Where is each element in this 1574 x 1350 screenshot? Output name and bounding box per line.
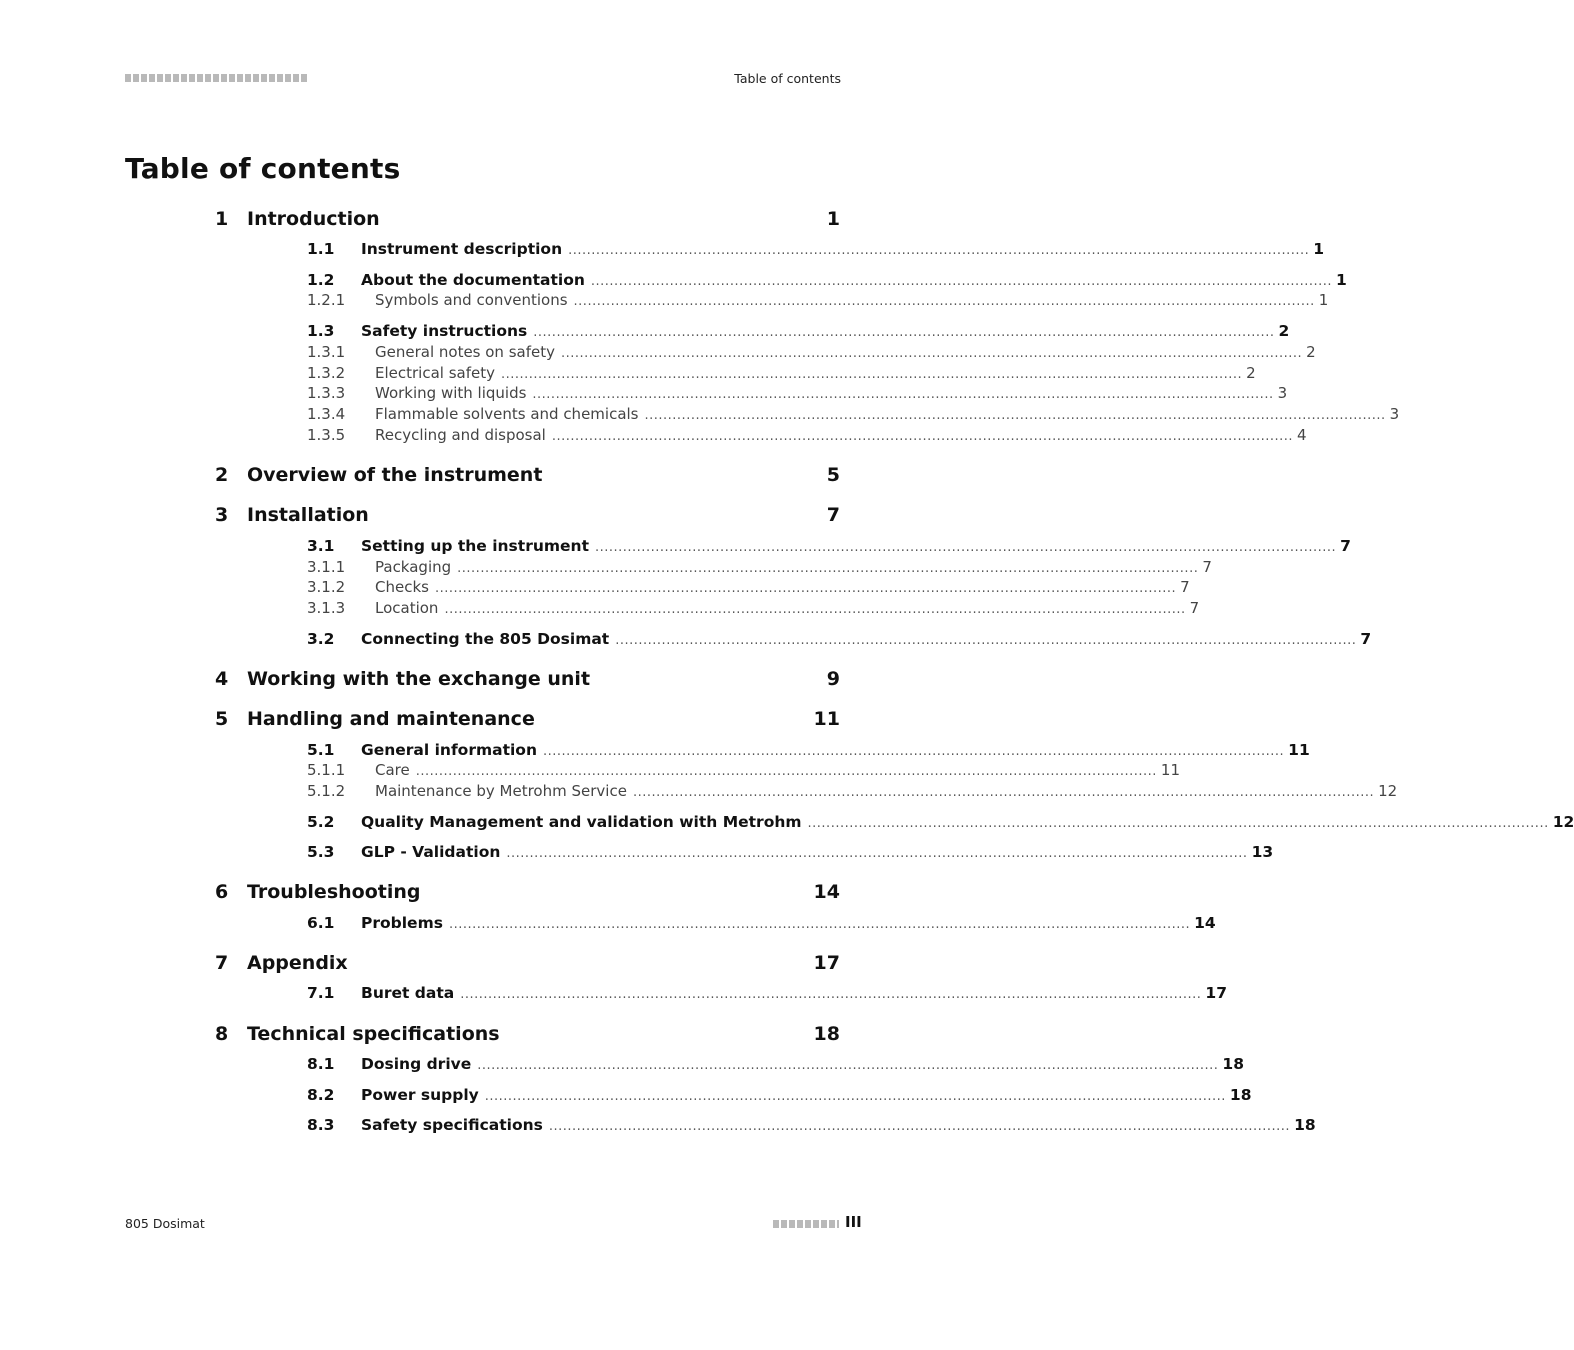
toc-number: 3.1.3 — [307, 599, 346, 617]
toc-title: Setting up the instrument — [361, 537, 589, 555]
toc-title: Symbols and conventions — [375, 291, 568, 309]
dot-leader: ................................................................................................................................................................ — [573, 294, 1315, 309]
running-header: Table of contents — [734, 71, 841, 86]
toc-section[interactable] — [0, 271, 1347, 291]
toc-entry-line — [361, 843, 1274, 861]
toc-number: 4 — [215, 668, 229, 690]
page-number: III — [845, 1213, 862, 1231]
toc-page: 2 — [1246, 364, 1256, 382]
toc-title: Installation — [247, 504, 369, 526]
toc-title: Electrical safety — [375, 364, 495, 382]
toc-subsection[interactable] — [0, 426, 1307, 446]
toc-entry-line — [375, 761, 1180, 779]
toc-entry-line — [361, 914, 1216, 932]
dot-leader: ................................................................................................................................................................ — [533, 325, 1275, 340]
toc-number: 8.2 — [307, 1086, 335, 1104]
toc-page: 1 — [826, 208, 840, 230]
toc-number: 2 — [215, 464, 229, 486]
toc-entry-line — [361, 741, 1310, 759]
toc-page: 18 — [1294, 1116, 1316, 1134]
toc-subsection[interactable] — [0, 599, 1200, 619]
toc-entry-line — [375, 384, 1288, 402]
toc-page: 7 — [1340, 537, 1351, 555]
dot-leader: ................................................................................................................................................................ — [444, 602, 1186, 617]
toc-page: 18 — [1222, 1055, 1244, 1073]
toc-number: 1.2.1 — [307, 291, 346, 309]
toc-title: Dosing drive — [361, 1055, 472, 1073]
toc-entry-line — [361, 271, 1347, 289]
toc-title: Quality Management and validation with Metrohm — [361, 813, 802, 831]
toc-number: 6 — [215, 881, 229, 903]
toc-section[interactable] — [0, 630, 1372, 650]
dot-leader: ................................................................................................................................................................ — [807, 816, 1549, 831]
toc-number: 7 — [215, 952, 229, 974]
toc-section[interactable] — [0, 1055, 1244, 1075]
toc-title: Troubleshooting — [247, 881, 421, 903]
dot-leader: ................................................................................................................................................................ — [434, 581, 1177, 596]
toc-title: General information — [361, 741, 537, 759]
toc-number: 1.3.3 — [307, 384, 346, 402]
dot-leader: ................................................................................................................................................................ — [460, 987, 1202, 1002]
toc-page: 2 — [1306, 343, 1316, 361]
dot-leader: ................................................................................................................................................................ — [543, 744, 1285, 759]
toc-section[interactable] — [0, 1116, 1316, 1136]
toc-section[interactable] — [0, 741, 1310, 761]
toc-entry-line — [375, 599, 1200, 617]
dot-leader: ................................................................................................................................................................ — [501, 367, 1243, 382]
toc-number: 7.1 — [307, 984, 335, 1002]
toc-entry-line — [375, 426, 1307, 444]
toc-entry-line — [375, 578, 1190, 596]
toc-entry-line — [361, 1116, 1316, 1134]
dot-leader: ................................................................................................................................................................ — [551, 429, 1294, 444]
toc-page: 9 — [826, 668, 840, 690]
toc-title: Working with liquids — [375, 384, 527, 402]
toc-entry-line — [375, 364, 1256, 382]
toc-title: Buret data — [361, 984, 455, 1002]
toc-entry-line — [361, 984, 1227, 1002]
toc-page: 3 — [1389, 405, 1400, 423]
toc-title: Care — [375, 761, 410, 779]
page-title: Table of contents — [125, 152, 401, 185]
toc-chapter[interactable] — [0, 668, 954, 694]
dot-leader: ................................................................................................................................................................ — [632, 785, 1375, 800]
toc-title: Location — [375, 599, 439, 617]
toc-page: 11 — [1288, 741, 1310, 759]
toc-title: About the documentation — [361, 271, 585, 289]
toc-entry-line — [375, 782, 1398, 800]
toc-number: 1.3.2 — [307, 364, 346, 382]
toc-page: 14 — [1194, 914, 1216, 932]
toc-chapter[interactable] — [0, 1023, 954, 1049]
toc-page: 7 — [1180, 578, 1190, 596]
toc-section[interactable] — [0, 537, 1351, 557]
toc-number: 8.3 — [307, 1116, 335, 1134]
toc-title: Maintenance by Metrohm Service — [375, 782, 627, 800]
toc-title: Working with the exchange unit — [247, 668, 591, 690]
toc-title: Problems — [361, 914, 443, 932]
toc-page: 5 — [826, 464, 840, 486]
toc-page: 3 — [1277, 384, 1288, 402]
toc-title: Power supply — [361, 1086, 479, 1104]
dot-leader: ................................................................................................................................................................ — [457, 561, 1199, 576]
toc-title: Introduction — [247, 208, 380, 230]
toc-page: 17 — [1205, 984, 1227, 1002]
toc-entry-line — [361, 813, 1574, 831]
toc-title: GLP - Validation — [361, 843, 501, 861]
toc-entry-line — [361, 240, 1325, 258]
toc-number: 3 — [215, 504, 229, 526]
toc-title: Checks — [375, 578, 429, 596]
toc-number: 5.3 — [307, 843, 335, 861]
toc-page: 12 — [1552, 813, 1574, 831]
toc-chapter[interactable] — [0, 208, 954, 234]
dot-leader: ................................................................................................................................................................ — [532, 387, 1274, 402]
toc-title: Packaging — [375, 558, 452, 576]
toc-section[interactable] — [0, 322, 1290, 342]
toc-number: 1.1 — [307, 240, 335, 258]
toc-page: 7 — [826, 504, 840, 526]
toc-subsection[interactable] — [0, 578, 1190, 598]
footer-product: 805 Dosimat — [125, 1216, 205, 1231]
toc-title: Safety specifications — [361, 1116, 543, 1134]
dot-leader: ................................................................................................................................................................ — [561, 346, 1303, 361]
toc-entry-line — [361, 322, 1290, 340]
toc-entry-line — [375, 291, 1329, 309]
toc-page: 12 — [1378, 782, 1398, 800]
toc-chapter[interactable] — [0, 504, 954, 530]
toc-number: 3.1.1 — [307, 558, 346, 576]
toc-number: 5 — [215, 708, 229, 730]
toc-number: 1.3.5 — [307, 426, 346, 444]
toc-title: Connecting the 805 Dosimat — [361, 630, 610, 648]
dot-leader: ................................................................................................................................................................ — [506, 846, 1248, 861]
toc-page: 7 — [1360, 630, 1372, 648]
toc-title: Safety instructions — [361, 322, 528, 340]
toc-title: Technical specifications — [247, 1023, 500, 1045]
toc-entry-line — [361, 630, 1372, 648]
dot-leader: ................................................................................................................................................................ — [594, 540, 1337, 555]
toc-section[interactable] — [0, 240, 1325, 260]
toc-subsection[interactable] — [0, 782, 1398, 802]
toc-subsection[interactable] — [0, 364, 1256, 384]
toc-entry-line — [375, 405, 1400, 423]
toc-title: Recycling and disposal — [375, 426, 546, 444]
toc-subsection[interactable] — [0, 558, 1212, 578]
toc-number: 1.3.1 — [307, 343, 346, 361]
toc-number: 6.1 — [307, 914, 335, 932]
toc-section[interactable] — [0, 843, 1274, 863]
toc-page: 11 — [1160, 761, 1180, 779]
toc-title: Flammable solvents and chemicals — [375, 405, 639, 423]
toc-title: Handling and maintenance — [247, 708, 535, 730]
toc-number: 1 — [215, 208, 229, 230]
toc-title: Overview of the instrument — [247, 464, 543, 486]
dot-leader: ................................................................................................................................................................ — [568, 243, 1310, 258]
toc-title: Instrument description — [361, 240, 563, 258]
toc-number: 1.3 — [307, 322, 335, 340]
dot-leader: ................................................................................................................................................................ — [484, 1089, 1226, 1104]
toc-page: 18 — [1229, 1086, 1252, 1104]
toc-page: 18 — [813, 1023, 840, 1045]
toc-page: 1 — [1318, 291, 1329, 309]
toc-entry-line — [361, 537, 1351, 555]
toc-chapter[interactable] — [0, 708, 954, 734]
toc-page: 14 — [813, 881, 840, 903]
toc-number: 3.2 — [307, 630, 335, 648]
dot-leader: ................................................................................................................................................................ — [548, 1119, 1291, 1134]
toc-page: 2 — [1278, 322, 1290, 340]
toc-chapter[interactable] — [0, 464, 954, 490]
toc-section[interactable] — [0, 813, 1574, 833]
toc-title: Appendix — [247, 952, 348, 974]
toc-page: 1 — [1336, 271, 1347, 289]
toc-page: 4 — [1297, 426, 1307, 444]
toc-number: 8.1 — [307, 1055, 335, 1073]
toc-subsection[interactable] — [0, 343, 1316, 363]
toc-number: 8 — [215, 1023, 229, 1045]
toc-number: 5.2 — [307, 813, 335, 831]
toc-page: 11 — [813, 708, 840, 730]
toc-number: 1.2 — [307, 271, 335, 289]
toc-section[interactable] — [0, 1086, 1252, 1106]
dot-leader: ................................................................................................................................................................ — [644, 408, 1386, 423]
toc-entry-line — [361, 1086, 1252, 1104]
toc-number: 3.1.2 — [307, 578, 346, 596]
toc-entry-line — [361, 1055, 1244, 1073]
toc-section[interactable] — [0, 914, 1216, 934]
toc-subsection[interactable] — [0, 761, 1180, 781]
dot-leader: ................................................................................................................................................................ — [477, 1058, 1219, 1073]
dot-leader: ................................................................................................................................................................ — [415, 764, 1157, 779]
toc-page: 1 — [1313, 240, 1325, 258]
toc-subsection[interactable] — [0, 405, 1400, 425]
toc-chapter[interactable] — [0, 881, 954, 907]
toc-number: 5.1.2 — [307, 782, 346, 800]
toc-number: 3.1 — [307, 537, 335, 555]
dot-leader: ................................................................................................................................................................ — [590, 274, 1333, 289]
toc-page: 7 — [1202, 558, 1212, 576]
dot-leader: ................................................................................................................................................................ — [615, 633, 1357, 648]
toc-chapter[interactable] — [0, 952, 954, 978]
toc-page: 17 — [813, 952, 840, 974]
toc-subsection[interactable] — [0, 384, 1288, 404]
toc-entry-line — [375, 343, 1316, 361]
toc-subsection[interactable] — [0, 291, 1329, 311]
toc-entry-line — [375, 558, 1212, 576]
toc-number: 5.1.1 — [307, 761, 346, 779]
toc-number: 1.3.4 — [307, 405, 346, 423]
toc-page: 13 — [1251, 843, 1274, 861]
toc-title: General notes on safety — [375, 343, 555, 361]
dot-leader: ................................................................................................................................................................ — [448, 917, 1191, 932]
toc-page: 7 — [1189, 599, 1200, 617]
footer-decoration — [773, 1220, 839, 1228]
toc-number: 5.1 — [307, 741, 335, 759]
toc-section[interactable] — [0, 984, 1227, 1004]
